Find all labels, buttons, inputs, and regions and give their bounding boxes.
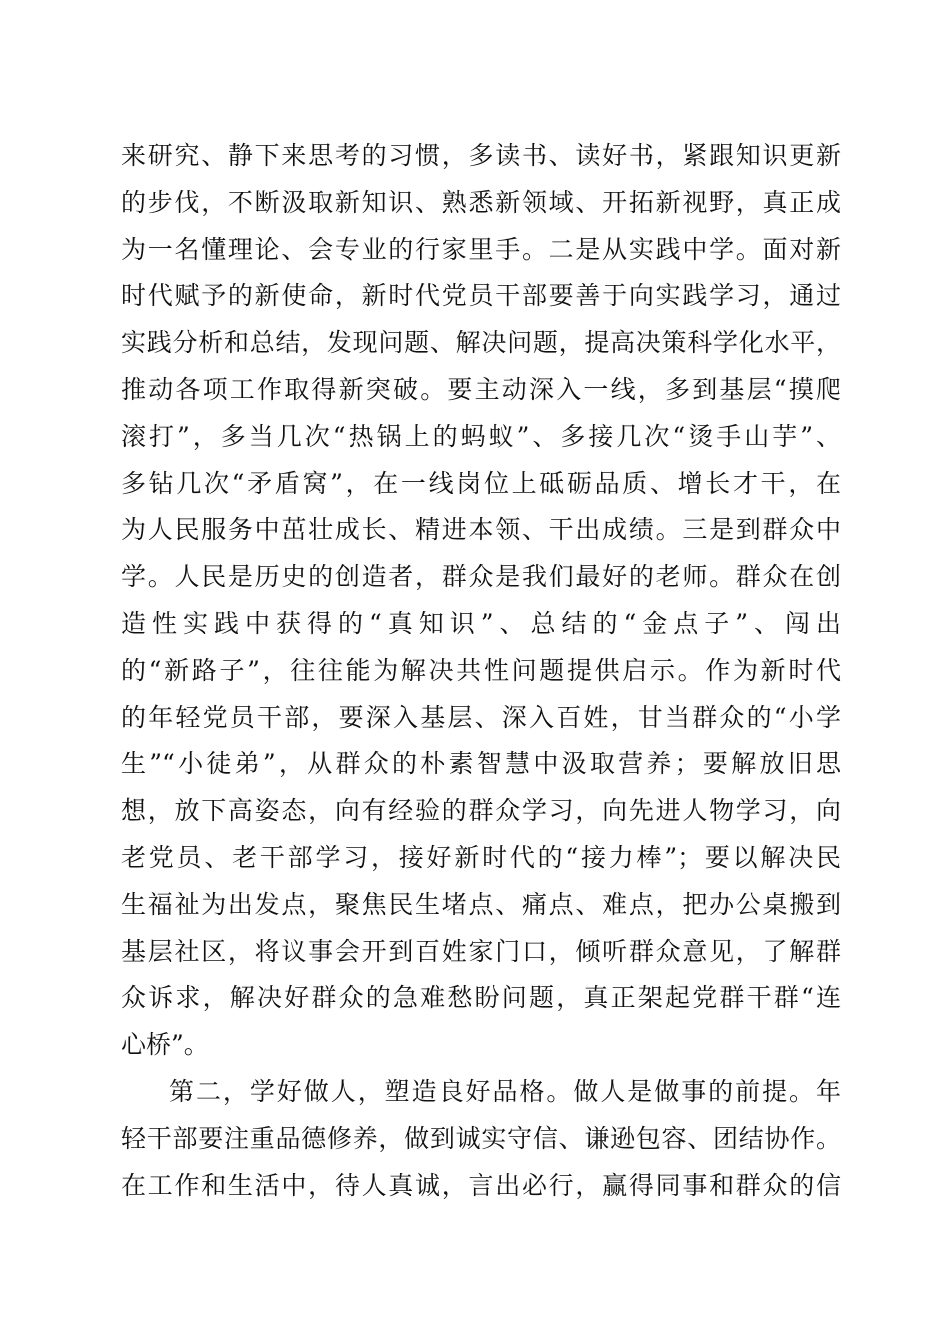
text-line: 为一名懂理论、会专业的行家里手。二是从实践中学。面对新 <box>121 234 841 264</box>
text-line: 来研究、静下来思考的习惯，多读书、读好书，紧跟知识更新 <box>121 141 841 170</box>
text-line: 生”“小徒弟”，从群众的朴素智慧中汲取营养；要解放旧思 <box>121 749 841 779</box>
text-line: 众诉求，解决好群众的急难愁盼问题，真正架起党群干群“连 <box>121 983 841 1013</box>
text-line: 想，放下高姿态，向有经验的群众学习，向先进人物学习，向 <box>121 796 841 826</box>
text-line: 心桥”。 <box>121 1030 209 1060</box>
text-line: 生福祉为出发点，聚焦民生堵点、痛点、难点，把办公桌搬到 <box>121 889 841 919</box>
text-line: 在工作和生活中，待人真诚，言出必行，赢得同事和群众的信 <box>121 1170 841 1200</box>
text-line: 老党员、老干部学习，接好新时代的“接力棒”；要以解决民 <box>121 842 841 872</box>
text-line: 为人民服务中茁壮成长、精进本领、干出成绩。三是到群众中 <box>121 515 841 545</box>
text-line: 造性实践中获得的“真知识”、总结的“金点子”、闯出 <box>121 608 841 638</box>
text-line: 轻干部要注重品德修养，做到诚实守信、谦逊包容、团结协作。 <box>121 1123 841 1153</box>
text-line: 基层社区，将议事会开到百姓家门口，倾听群众意见，了解群 <box>121 936 841 966</box>
text-line: 滚打”，多当几次“热锅上的蚂蚁”、多接几次“烫手山芋”、 <box>121 421 841 451</box>
body-text <box>121 133 841 1209</box>
section-heading-line: 第二，学好做人，塑造良好品格。做人是做事的前提。年 <box>169 1076 841 1106</box>
text-line: 推动各项工作取得新突破。要主动深入一线，多到基层“摸爬 <box>121 374 841 404</box>
text-line: 实践分析和总结，发现问题、解决问题，提高决策科学化水平， <box>121 328 841 358</box>
text-line: 学。人民是历史的创造者，群众是我们最好的老师。群众在创 <box>121 562 841 592</box>
text-line: 的步伐，不断汲取新知识、熟悉新领域、开拓新视野，真正成 <box>121 187 841 217</box>
text-line: 时代赋予的新使命，新时代党员干部要善于向实践学习，通过 <box>121 281 841 311</box>
text-line: 多钻几次“矛盾窝”，在一线岗位上砥砺品质、增长才干，在 <box>121 468 841 498</box>
text-line: 的年轻党员干部，要深入基层、深入百姓，甘当群众的“小学 <box>121 702 841 732</box>
text-line: 的“新路子”，往往能为解决共性问题提供启示。作为新时代 <box>121 655 841 685</box>
